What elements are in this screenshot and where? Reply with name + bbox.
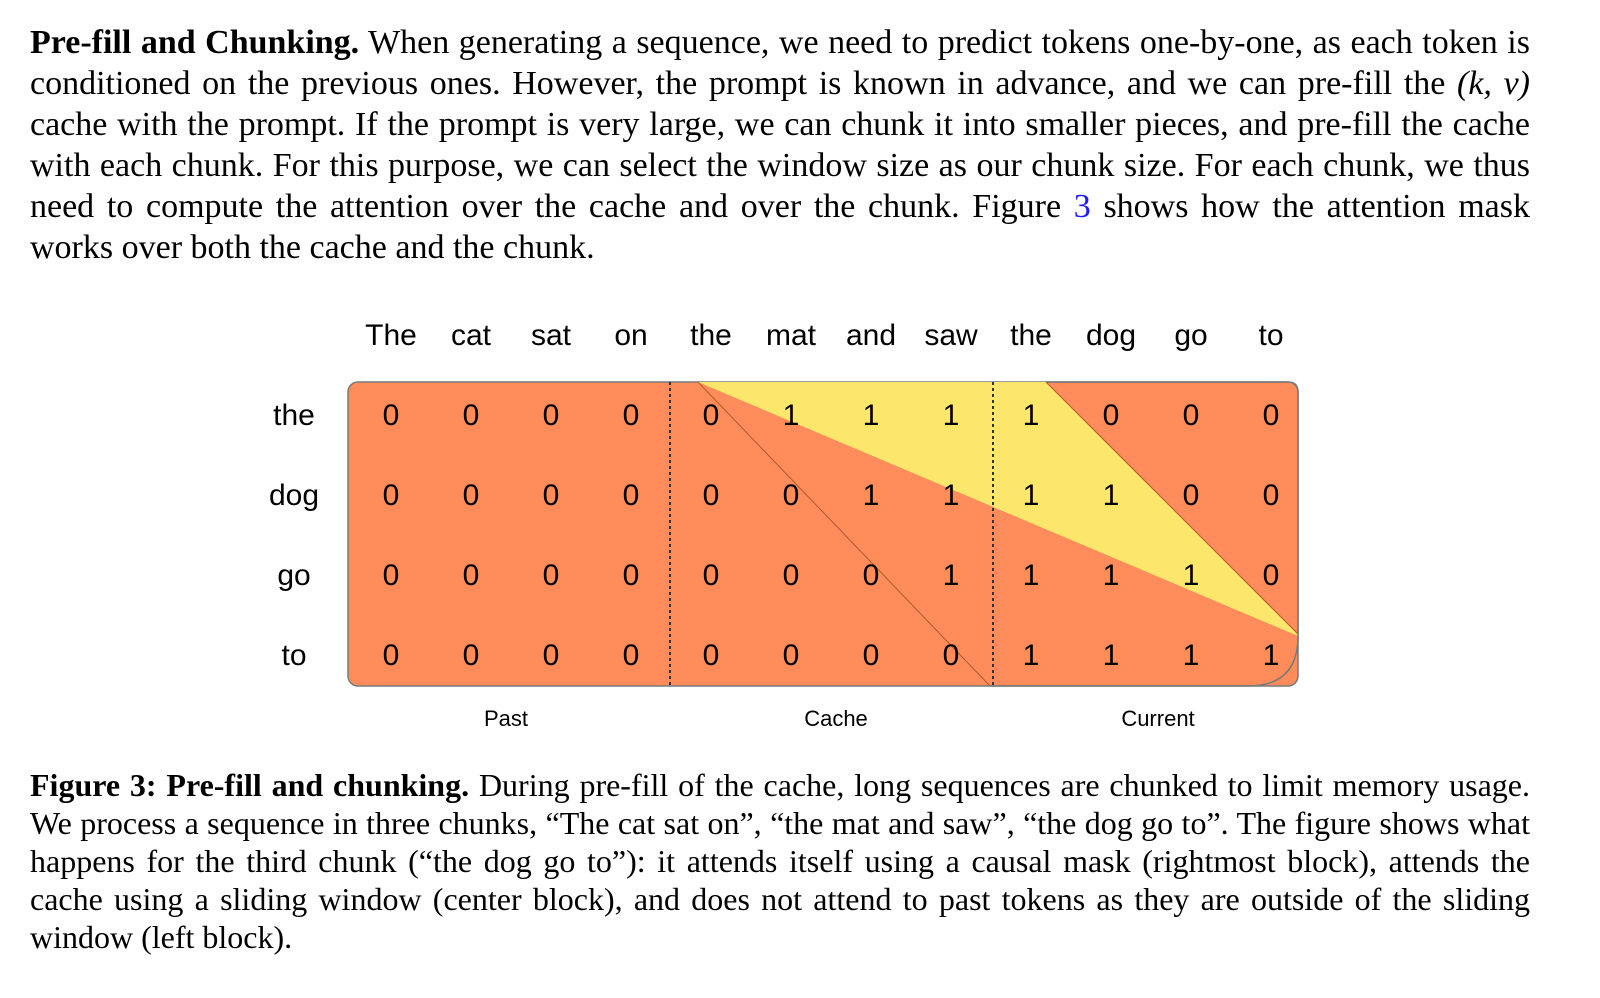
mask-cell-value: 0 xyxy=(782,559,800,592)
mask-cell-value: 0 xyxy=(702,399,720,432)
column-token-label: dog xyxy=(1085,319,1137,352)
mask-cell-value: 1 xyxy=(942,559,960,592)
column-token-label: The xyxy=(365,319,417,352)
column-token-label: the xyxy=(690,319,732,352)
mask-cell-value: 0 xyxy=(462,479,480,512)
mask-cell-value: 1 xyxy=(1102,639,1120,672)
mask-cell-value: 0 xyxy=(382,479,400,512)
mask-cell-value: 1 xyxy=(1262,639,1280,672)
mask-cell-value: 1 xyxy=(1022,399,1040,432)
mask-cell-value: 1 xyxy=(1022,559,1040,592)
mask-cell-value: 1 xyxy=(1182,559,1200,592)
mask-cell-value: 1 xyxy=(1102,559,1120,592)
column-token-label: the xyxy=(1010,319,1052,352)
body-paragraph xyxy=(30,22,1530,268)
mask-cell-value: 0 xyxy=(622,479,640,512)
mask-cell-value: 0 xyxy=(702,559,720,592)
paragraph-text-3: shows how the attention mask works over both the cache and the chunk. xyxy=(30,188,1531,266)
figure-reference-link[interactable]: 3 xyxy=(1073,188,1091,225)
mask-cell-value: 0 xyxy=(1262,399,1280,432)
mask-cell-value: 0 xyxy=(382,559,400,592)
mask-cell-value: 0 xyxy=(702,479,720,512)
caption-text: During pre-fill of the cache, long sequences are chunked to limit memory usage. We process a sequence in three chunks, “The cat sat on”, “the mat and saw”, “the dog go to”. The figure shows what happens for the third chunk (“the dog go to”): it attends itself using a causal mask (rightmost block), attends the cache using a sliding window (center block), and does not attend to past tokens as they are outside of the sliding window (left block). xyxy=(30,767,1531,955)
mask-cell-value: 0 xyxy=(462,639,480,672)
mask-cell-value: 1 xyxy=(782,399,800,432)
paragraph-text-2: cache with the prompt. If the prompt is very large, we can chunk it into smaller pieces, and pre-fill the cache with each chunk. For this purpose, we can select the window size as our chunk size. For each chunk, we thus need to compute the attention over the cache and over the chunk. Figure xyxy=(30,106,1530,225)
mask-cell-value: 1 xyxy=(1022,639,1040,672)
mask-cell-value: 0 xyxy=(1182,399,1200,432)
paragraph-heading: Pre-fill and Chunking. xyxy=(30,24,360,61)
row-token-label: to xyxy=(281,639,307,672)
column-token-label: cat xyxy=(450,319,492,352)
attention-mask-figure xyxy=(0,300,1600,750)
mask-cell-value: 0 xyxy=(542,639,560,672)
mask-cell-value: 0 xyxy=(702,639,720,672)
mask-cell-value: 1 xyxy=(1182,639,1200,672)
mask-cell-value: 0 xyxy=(782,479,800,512)
mask-cell-value: 0 xyxy=(942,639,960,672)
caption-heading: Figure 3: Pre-fill and chunking. xyxy=(30,767,470,803)
mask-cell-value: 1 xyxy=(1102,479,1120,512)
mask-cell-value: 1 xyxy=(1022,479,1040,512)
row-token-label: dog xyxy=(268,479,320,512)
mask-cell-value: 1 xyxy=(942,399,960,432)
column-token-label: saw xyxy=(924,319,978,352)
mask-cell-value: 0 xyxy=(862,639,880,672)
mask-cell-value: 0 xyxy=(382,639,400,672)
column-token-label: go xyxy=(1174,319,1208,352)
block-label-current: Current xyxy=(1121,706,1195,731)
column-token-label: and xyxy=(845,319,897,352)
mask-cell-value: 1 xyxy=(942,479,960,512)
block-label-cache: Cache xyxy=(804,706,868,731)
mask-cell-value: 1 xyxy=(862,399,880,432)
attention-mask-diagram xyxy=(0,300,1600,750)
mask-cell-value: 0 xyxy=(622,559,640,592)
mask-cell-value: 0 xyxy=(622,639,640,672)
mask-cell-value: 0 xyxy=(542,559,560,592)
mask-cell-value: 0 xyxy=(462,399,480,432)
figure-caption xyxy=(30,766,1530,956)
math-kv: (k, v) xyxy=(1457,65,1530,102)
mask-cell-value: 0 xyxy=(782,639,800,672)
mask-cell-value: 0 xyxy=(542,479,560,512)
row-token-label: go xyxy=(277,559,311,592)
mask-cell-value: 0 xyxy=(1262,479,1280,512)
column-token-label: mat xyxy=(765,319,817,352)
column-token-label: on xyxy=(614,319,648,352)
mask-cell-value: 0 xyxy=(542,399,560,432)
mask-cell-value: 0 xyxy=(382,399,400,432)
mask-cell-value: 1 xyxy=(862,479,880,512)
column-token-label: to xyxy=(1258,319,1284,352)
mask-cell-value: 0 xyxy=(1262,559,1280,592)
block-label-past: Past xyxy=(483,706,529,731)
row-token-label: the xyxy=(273,399,315,432)
column-token-label: sat xyxy=(530,319,572,352)
mask-cell-value: 0 xyxy=(1102,399,1120,432)
mask-cell-value: 0 xyxy=(622,399,640,432)
paragraph-text-1: When generating a sequence, we need to predict tokens one-by-one, as each token is conditioned on the previous ones. However, the prompt is known in advance, and we can pre-fill the xyxy=(30,24,1530,102)
mask-cell-value: 0 xyxy=(462,559,480,592)
mask-cell-value: 0 xyxy=(1182,479,1200,512)
mask-cell-value: 0 xyxy=(862,559,880,592)
